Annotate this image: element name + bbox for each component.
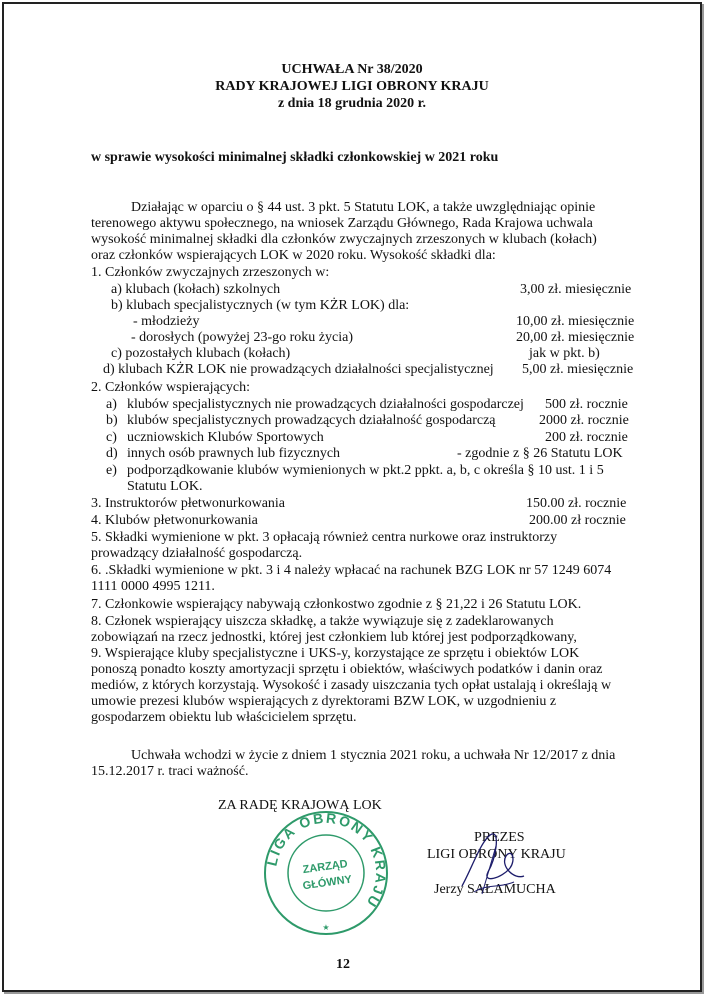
section-2-title: 2. Członków wspierających: [91, 380, 251, 395]
section-2b-amount: 2000 zł. rocznie [539, 413, 629, 428]
section-1c-amount: jak w pkt. b) [529, 346, 600, 361]
stamp-inner-line-1: ZARZĄD [301, 857, 349, 877]
section-9-line-5: gospodarzem obiektu lub właścicielem sprzętu. [91, 710, 357, 725]
section-1-title: 1. Członków zwyczajnych zrzeszonych w: [91, 265, 330, 280]
section-1b1-label: - młodzieży [133, 314, 200, 329]
section-8-line-2: zobowiązań na rzecz jednostki, której jest członkiem lub której jest podporządkowany, [91, 630, 577, 645]
section-7: 7. Członkowie wspierający nabywają członkostwo zgodnie z § 21,22 i 26 Statutu LOK. [91, 597, 582, 612]
handwritten-signature [452, 828, 532, 898]
section-2e-label: podporządkowanie klubów wymienionych w pkt.2 ppkt. a, b, c określa § 10 ust. 1 i 5 [127, 463, 604, 478]
section-4-label: 4. Klubów płetwonurkowania [91, 513, 258, 528]
section-2e-marker: e) [106, 463, 117, 478]
intro-line-1: Działając w oparciu o § 44 ust. 3 pkt. 5 Statutu LOK, a także uwzględniając opinie [131, 200, 596, 215]
stamp-outer-text: LIGA OBRONY KRAJU [263, 810, 389, 912]
section-9-line-1: 9. Wspierające kluby specjalistyczne i UKS-y, korzystające ze sprzętu i obiektów LOK [91, 646, 580, 661]
stamp-inner-line-2: GŁÓWNY [302, 873, 353, 893]
section-6-line-1: 6. .Składki wymienione w pkt. 3 i 4 należy wpłacać na rachunek BZG LOK nr 57 1249 6074 [91, 563, 612, 578]
page-number: 12 [336, 957, 350, 972]
section-9-line-4: umowie prezesi klubów wspierających z dyrektorami BZW LOK, w uzgodnieniu z [91, 694, 557, 709]
section-2a-amount: 500 zł. rocznie [545, 397, 628, 412]
section-1c-label: c) pozostałych klubach (kołach) [111, 346, 291, 361]
section-2b-marker: b) [106, 413, 118, 428]
section-2b-label: klubów specjalistycznych prowadzących działalność gospodarczą [127, 413, 496, 428]
section-2a-label: klubów specjalistycznych nie prowadzących działalności gospodarczej [127, 397, 524, 412]
section-1b2-label: - dorosłych (powyżej 23-go roku życia) [131, 330, 353, 345]
section-5-line-2: prowadzący działalność gospodarczą. [91, 546, 303, 561]
section-8-line-1: 8. Członek wspierający uiszcza składkę, a także wywiązuje się z zadeklarowanych [91, 614, 554, 629]
signatory-name: Jerzy SAŁAMUCHA [434, 882, 556, 897]
section-6-line-2: 1111 0000 4995 1211. [91, 579, 215, 594]
section-1b1-amount: 10,00 zł. miesięcznie [516, 314, 635, 329]
section-4-amount: 200.00 zł rocznie [529, 513, 626, 528]
section-1d-label: d) klubach KŻR LOK nie prowadzących działalności specjalistycznej [103, 362, 494, 377]
section-2c-amount: 200 zł. rocznie [545, 430, 628, 445]
stamp-star-icon: ★ [322, 923, 330, 932]
resolution-date: z dnia 18 grudnia 2020 r. [277, 96, 427, 111]
official-stamp [263, 810, 389, 936]
resolution-subject: w sprawie wysokości minimalnej składki członkowskiej w 2021 roku [91, 150, 499, 165]
section-2c-marker: c) [106, 430, 117, 445]
intro-line-2: terenowego aktywu społecznego, na wniosek Zarządu Głównego, Rada Krajowa uchwala [91, 216, 593, 231]
section-9-line-2: ponoszą ponadto koszty amortyzacji sprzętu i obiektów, właściwych podatków i danin oraz [91, 662, 603, 677]
section-1a-label: a) klubach (kołach) szkolnych [111, 282, 281, 297]
section-2d-label: innych osób prawnych lub fizycznych [127, 446, 341, 461]
intro-line-4: oraz członków wspierających LOK w 2020 roku. Wysokość składki dla: [91, 248, 496, 263]
section-2d-marker: d) [106, 446, 118, 461]
resolution-body: RADY KRAJOWEJ LIGI OBRONY KRAJU [215, 79, 489, 94]
section-2d-amount: - zgodnie z § 26 Statutu LOK [457, 446, 623, 461]
intro-line-3: wysokość minimalnej składki dla członków zwyczajnych zrzeszonych w klubach (kołach) [91, 232, 597, 247]
signatory-title: PREZES [474, 830, 525, 845]
signatory-org: LIGI OBRONY KRAJU [427, 847, 566, 862]
section-3-amount: 150.00 zł. rocznie [526, 496, 627, 511]
section-9-line-3: mediów, z których korzystają. Wysokość i zasady uiszczania tych opłat ustalają i określają w [91, 678, 612, 693]
section-1b2-amount: 20,00 zł. miesięcznie [516, 330, 635, 345]
section-3-label: 3. Instruktorów płetwonurkowania [91, 496, 286, 511]
section-1b-label: b) klubach specjalistycznych (w tym KŻR LOK) dla: [111, 298, 410, 313]
section-1a-amount: 3,00 zł. miesięcznie [520, 282, 632, 297]
section-5-line-1: 5. Składki wymienione w pkt. 3 opłacają również centra nurkowe oraz instruktorzy [91, 530, 558, 545]
section-2e-cont: Statutu LOK. [127, 479, 203, 494]
resolution-number: UCHWAŁA Nr 38/2020 [281, 62, 423, 77]
section-2c-label: uczniowskich Klubów Sportowych [127, 430, 324, 445]
on-behalf-label: ZA RADĘ KRAJOWĄ LOK [218, 798, 382, 813]
section-1d-amount: 5,00 zł. miesięcznie [522, 362, 634, 377]
closing-line-2: 15.12.2017 r. traci ważność. [91, 764, 249, 779]
closing-line-1: Uchwała wchodzi w życie z dniem 1 stycznia 2021 roku, a uchwała Nr 12/2017 z dnia [131, 748, 616, 763]
section-2a-marker: a) [106, 397, 117, 412]
